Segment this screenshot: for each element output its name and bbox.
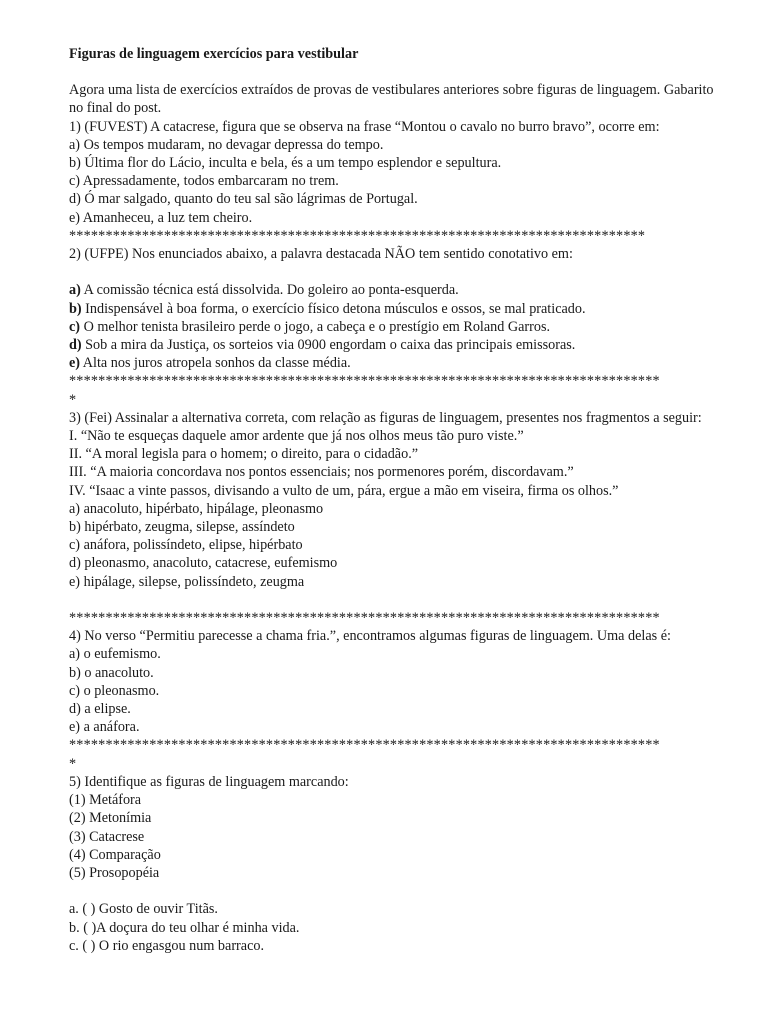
option-label: d) — [69, 337, 82, 354]
q4-option-a: a) o eufemismo. — [69, 646, 161, 663]
q5-item-c: c. ( ) O rio engasgou num barraco. — [69, 937, 265, 954]
spacer — [69, 882, 719, 900]
option-text: A comissão técnica está dissolvida. Do goleiro ao ponta-esquerda. — [80, 282, 459, 299]
q3-option-c: c) anáfora, polissíndeto, elipse, hipérbato — [69, 537, 303, 554]
q3-fragment-ii: II. “A moral legisla para o homem; o direito, para o cidadão.” — [69, 446, 419, 463]
separator: ******************************************************************************* — [69, 227, 646, 244]
q5-item-a: a. ( ) Gosto de ouvir Titãs. — [69, 901, 218, 918]
q4-option-c: c) o pleonasmo. — [69, 682, 160, 699]
separator: ********************************************************************************* — [69, 610, 660, 627]
q4-option-b: b) o anacoluto. — [69, 664, 154, 681]
q2-option-a — [69, 281, 719, 299]
q5-figure-3: (3) Catacrese — [69, 828, 145, 845]
spacer — [69, 591, 719, 609]
q2-option-d — [69, 336, 719, 354]
q3-option-b: b) hipérbato, zeugma, silepse, assíndeto — [69, 519, 295, 536]
q1-option-e: e) Amanheceu, a luz tem cheiro. — [69, 209, 253, 226]
intro-paragraph: Agora uma lista de exercícios extraídos de provas de vestibulares anteriores sobre figuras de linguagem. Gabarito no final do post. — [69, 82, 714, 117]
q5-figure-4: (4) Comparação — [69, 846, 161, 863]
option-label: c) — [69, 318, 81, 335]
spacer — [69, 263, 719, 281]
option-label: b) — [69, 300, 82, 317]
option-text: O melhor tenista brasileiro perde o jogo, a cabeça e o prestígio em Roland Garros. — [80, 318, 551, 335]
q5-item-b: b. ( )A doçura do teu olhar é minha vida. — [69, 919, 300, 936]
q4-option-e: e) a anáfora. — [69, 719, 140, 736]
q3-option-e: e) hipálage, silepse, polissíndeto, zeugma — [69, 573, 305, 590]
q5-figure-1: (1) Metáfora — [69, 792, 142, 809]
option-text: Indispensável à boa forma, o exercício físico detona músculos e ossos, se mal praticado. — [81, 300, 586, 317]
q5-question: 5) Identifique as figuras de linguagem marcando: — [69, 773, 349, 790]
q3-fragment-iv: IV. “Isaac a vinte passos, divisando a vulto de um, pára, ergue a mão em viseira, firma os olhos.” — [69, 482, 619, 499]
q1-option-d: d) Ó mar salgado, quanto do teu sal são lágrimas de Portugal. — [69, 191, 418, 208]
q3-option-a: a) anacoluto, hipérbato, hipálage, pleonasmo — [69, 500, 324, 517]
q5-figure-2: (2) Metonímia — [69, 810, 152, 827]
q1-option-b: b) Última flor do Lácio, inculta e bela, és a um tempo esplendor e sepultura. — [69, 155, 502, 172]
q4-option-d: d) a elipse. — [69, 701, 131, 718]
separator: ********************************************************************************* — [69, 373, 660, 390]
q2-option-c — [69, 318, 719, 336]
option-label: e) — [69, 355, 81, 372]
q2-question: 2) (UFPE) Nos enunciados abaixo, a palavra destacada NÃO tem sentido conotativo em: — [69, 246, 573, 263]
separator: ********************************************************************************* — [69, 737, 660, 754]
q2-option-e — [69, 354, 719, 372]
q1-option-a: a) Os tempos mudaram, no devagar depressa do tempo. — [69, 136, 384, 153]
separator-wrap: * — [69, 755, 77, 772]
q4-question: 4) No verso “Permitiu parecesse a chama fria.”, encontramos algumas figuras de linguagem. Uma delas é: — [69, 628, 671, 645]
q3-fragment-iii: III. “A maioria concordava nos pontos essenciais; nos pormenores porém, discordavam.” — [69, 464, 574, 481]
q3-question: 3) (Fei) Assinalar a alternativa correta, com relação as figuras de linguagem, presentes nos fragmentos a seguir: — [69, 409, 702, 426]
separator-wrap: * — [69, 391, 77, 408]
option-text: Sob a mira da Justiça, os sorteios via 0900 engordam o caixa das principais emissoras. — [81, 337, 576, 354]
q2-option-b — [69, 300, 719, 318]
q3-option-d: d) pleonasmo, anacoluto, catacrese, eufemismo — [69, 555, 338, 572]
option-label: a) — [69, 282, 81, 299]
q5-figure-5: (5) Prosopopéia — [69, 864, 160, 881]
q1-option-c: c) Apressadamente, todos embarcaram no trem. — [69, 173, 339, 190]
option-text: Alta nos juros atropela sonhos da classe média. — [80, 355, 351, 372]
q1-question: 1) (FUVEST) A catacrese, figura que se observa na frase “Montou o cavalo no burro bravo”, ocorre em: — [69, 118, 660, 135]
document-page — [69, 45, 719, 955]
document-title: Figuras de linguagem exercícios para vestibular — [69, 46, 359, 62]
q3-fragment-i: I. “Não te esqueças daquele amor ardente que já nos olhos meus tão puro viste.” — [69, 428, 524, 445]
